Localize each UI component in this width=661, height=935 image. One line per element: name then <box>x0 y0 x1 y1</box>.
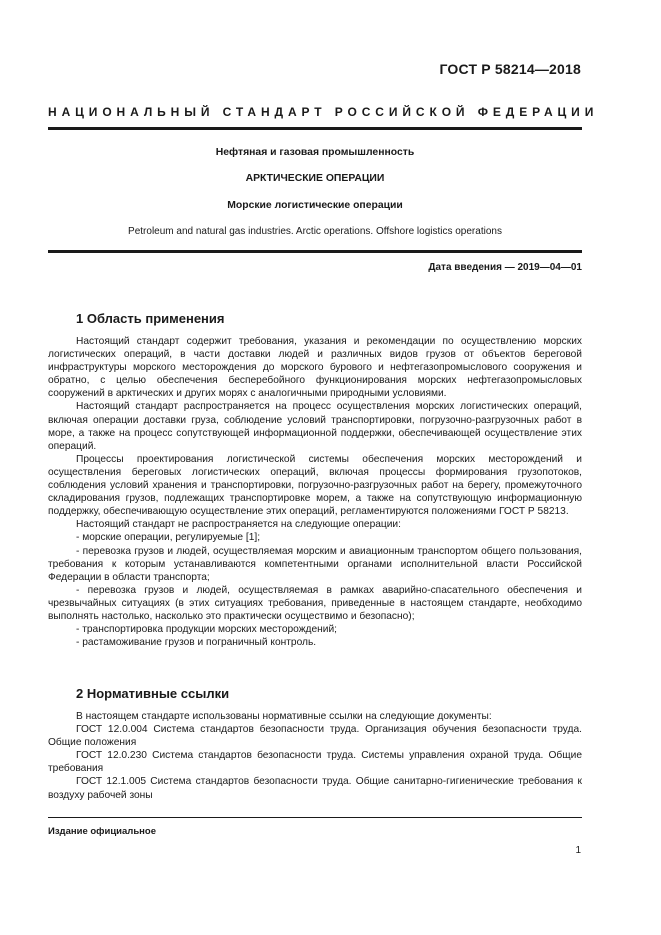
list-item: - морские операции, регулируемые [1]; <box>76 532 261 544</box>
section-1-body <box>48 335 582 649</box>
paragraph: Настоящий стандарт распространяется на процесс осуществления морских логистических операций, включая операции доставки груза, соблюдение условий транспортировки, погрузочно-разгрузочных работ в море, а также на процесс сопутствующей информационной поддержки, обеспечивающей осуществление этих операций. <box>48 401 582 452</box>
section-2-body <box>48 710 582 802</box>
list-item: - перевозка грузов и людей, осуществляемая морским и авиационным транспортом общего пользования, требования к которым устанавливаются компетентными органами исполнительной власти Российской Федерации в области транспорта; <box>48 545 582 583</box>
national-standard-title: НАЦИОНАЛЬНЫЙ СТАНДАРТ РОССИЙСКОЙ ФЕДЕРАЦИИ <box>48 105 599 119</box>
footer-rule <box>48 817 582 818</box>
paragraph: Настоящий стандарт не распространяется на следующие операции: <box>76 519 401 531</box>
list-item: - транспортировка продукции морских месторождений; <box>76 624 337 636</box>
reference-item: ГОСТ 12.1.005 Система стандартов безопасности труда. Общие санитарно-гигиенические требования к воздуху рабочей зоны <box>48 776 582 801</box>
paragraph: Процессы проектирования логистической системы обеспечения морских месторождений и осуществления береговых логистических операций, включая процессы формирования грузопотоков, соблюдения условий хранения и транспортировки, погрузочно-разгрузочных работ на берегу, промежуточного складирования грузов, подлежащих транспортировке морем, а также на сопутствующую информационную поддержку, обеспечивающую осуществление этих операций, регламентируются положениями ГОСТ Р 58213. <box>48 453 582 518</box>
paragraph: Настоящий стандарт содержит требования, указания и рекомендации по осуществлению морских логистических операций, в части доставки людей и различных видов грузов от объектов береговой инфраструктуры морского месторождения до морского бурового и нефтегазопромыслового сооружения и обратно, с целью обеспечения бесперебойного функционирования морских нефтегазопромысловых сооружений в арктических и других морях с аналогичными природными условиями. <box>48 336 582 400</box>
subtitle: Морские логистические операции <box>227 200 403 211</box>
paragraph: В настоящем стандарте использованы нормативные ссылки на следующие документы: <box>76 711 492 722</box>
reference-item: ГОСТ 12.0.004 Система стандартов безопасности труда. Организация обучения безопасности труда. Общие положения <box>48 724 582 749</box>
reference-item: ГОСТ 12.0.230 Система стандартов безопасности труда. Системы управления охраной труда. Общие требования <box>48 750 582 775</box>
list-item: - перевозка грузов и людей, осуществляемая в рамках аварийно-спасательного обеспечения и чрезвычайных ситуациях (в этих ситуациях требования, приведенные в настоящем стандарте, необходимо выполнять настолько, насколько это практически осуществимо и безопасно); <box>48 584 582 622</box>
page-number: 1 <box>575 845 581 856</box>
industry-title: Нефтяная и газовая промышленность <box>215 147 415 158</box>
title-rule <box>48 250 582 253</box>
header-rule <box>48 127 582 130</box>
document-number: ГОСТ Р 58214—2018 <box>439 61 581 77</box>
official-edition-label: Издание официальное <box>48 826 156 837</box>
section-2-title: 2 Нормативные ссылки <box>76 686 230 701</box>
main-title: АРКТИЧЕСКИЕ ОПЕРАЦИИ <box>245 173 385 184</box>
english-title: Petroleum and natural gas industries. Arctic operations. Offshore logistics operations <box>128 226 502 237</box>
section-1-title: 1 Область применения <box>76 311 225 326</box>
list-item: - растаможивание грузов и пограничный контроль. <box>76 637 317 649</box>
effective-date: Дата введения — 2019—04—01 <box>428 262 582 273</box>
